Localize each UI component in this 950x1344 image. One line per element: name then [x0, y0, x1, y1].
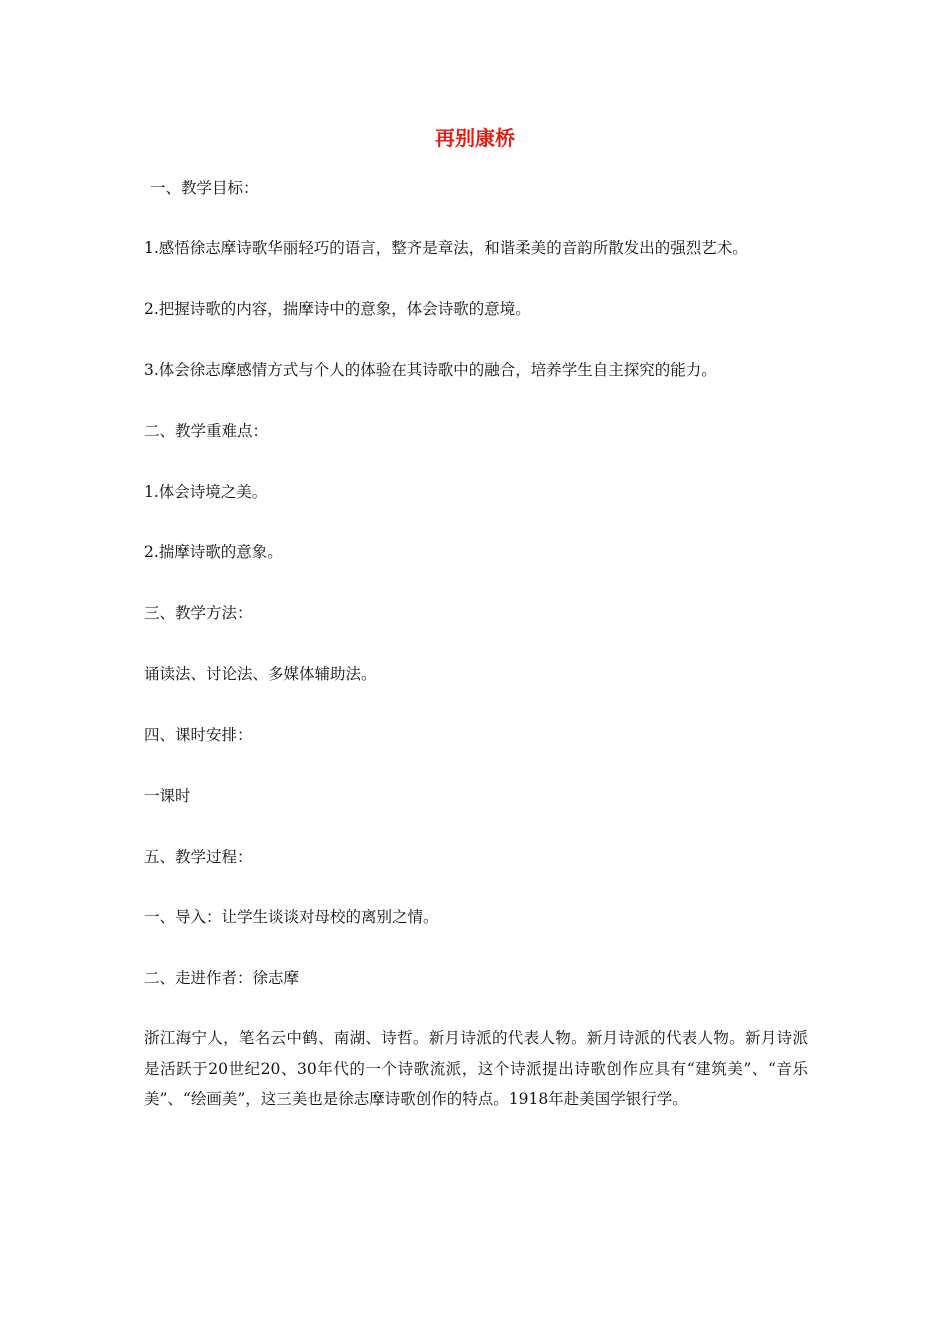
key-point-item-1: 1.体会诗境之美。: [144, 483, 268, 501]
process-step-intro: 一、导入：让学生谈谈对母校的离别之情。: [144, 908, 439, 926]
section-heading-objectives: 一、教学目标：: [150, 179, 259, 197]
objective-item-3: 3.体会徐志摩感情方式与个人的体验在其诗歌中的融合，培养学生自主探究的能力。: [144, 361, 717, 379]
objective-item-1: 1.感悟徐志摩诗歌华丽轻巧的语言，整齐是章法，和谐柔美的音韵所散发出的强烈艺术。: [144, 239, 748, 257]
process-step-author: 二、走进作者：徐志摩: [144, 969, 300, 987]
objective-item-2: 2.把握诗歌的内容，揣摩诗中的意象，体会诗歌的意境。: [144, 300, 531, 318]
methods-text: 诵读法、讨论法、多媒体辅助法。: [144, 665, 377, 683]
section-heading-schedule: 四、课时安排：: [144, 726, 253, 744]
section-heading-methods: 三、教学方法：: [144, 604, 253, 622]
document-title: 再别康桥: [435, 126, 515, 150]
author-biography-paragraph: 浙江海宁人，笔名云中鹤、南湖、诗哲。新月诗派的代表人物。新月诗派的代表人物。新月诗派是活跃于20世纪20、30年代的一个诗歌流派，这个诗派提出诗歌创作应具有“建筑美”、“音乐美”、“绘画美”，这三美也是徐志摩诗歌创作的特点。1918年赴美国学银行学。: [144, 1029, 808, 1108]
section-heading-process: 五、教学过程：: [144, 848, 253, 866]
key-point-item-2: 2.揣摩诗歌的意象。: [144, 543, 283, 561]
section-heading-key-points: 二、教学重难点：: [144, 422, 269, 440]
schedule-text: 一课时: [144, 787, 191, 805]
